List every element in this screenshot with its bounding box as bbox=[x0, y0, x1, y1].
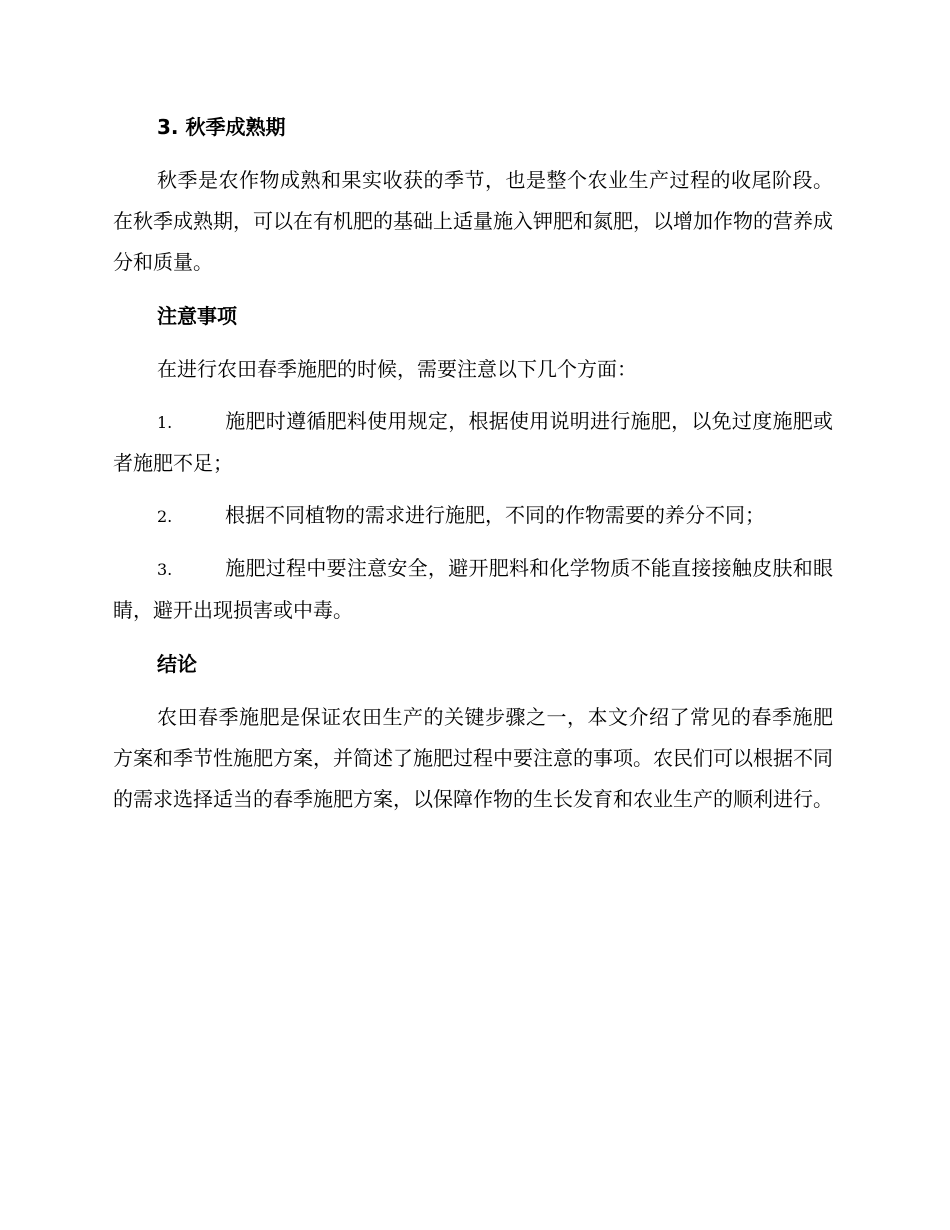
spacer bbox=[113, 283, 833, 297]
spacer bbox=[113, 390, 833, 401]
section-heading-conclusion: 结论 bbox=[157, 652, 197, 676]
spacer bbox=[113, 683, 833, 697]
list-item bbox=[113, 401, 833, 484]
section-heading-autumn: 3. 秋季成熟期 bbox=[157, 115, 286, 139]
spacer bbox=[113, 335, 833, 349]
section-heading-notes: 注意事项 bbox=[157, 304, 237, 328]
list-item-text: 施肥时遵循肥料使用规定，根据使用说明进行施肥，以免过度施肥或者施肥不足； bbox=[113, 409, 833, 475]
spacer bbox=[113, 537, 833, 548]
list-item-number: 3. bbox=[157, 560, 173, 579]
list-item-text: 施肥过程中要注意安全，避开肥料和化学物质不能直接接触皮肤和眼睛，避开出现损害或中毒。 bbox=[113, 556, 833, 622]
list-item bbox=[113, 495, 833, 537]
list-item-number: 2. bbox=[157, 507, 173, 526]
paragraph-autumn: 秋季是农作物成熟和果实收获的季节，也是整个农业生产过程的收尾阶段。在秋季成熟期，可以在有机肥的基础上适量施入钾肥和氮肥，以增加作物的营养成分和质量。 bbox=[113, 168, 833, 274]
spacer bbox=[113, 146, 833, 160]
list-item-number: 1. bbox=[157, 413, 173, 432]
paragraph-notes-intro: 在进行农田春季施肥的时候，需要注意以下几个方面： bbox=[157, 357, 637, 381]
list-item bbox=[113, 548, 833, 631]
spacer bbox=[113, 631, 833, 645]
list-item-text: 根据不同植物的需求进行施肥，不同的作物需要的养分不同； bbox=[225, 503, 765, 527]
document-page bbox=[113, 108, 833, 820]
paragraph-conclusion: 农田春季施肥是保证农田生产的关键步骤之一，本文介绍了常见的春季施肥方案和季节性施肥方案，并简述了施肥过程中要注意的事项。农民们可以根据不同的需求选择适当的春季施肥方案，以保障作物的生长发育和农业生产的顺利进行。 bbox=[113, 705, 833, 811]
spacer bbox=[113, 484, 833, 495]
